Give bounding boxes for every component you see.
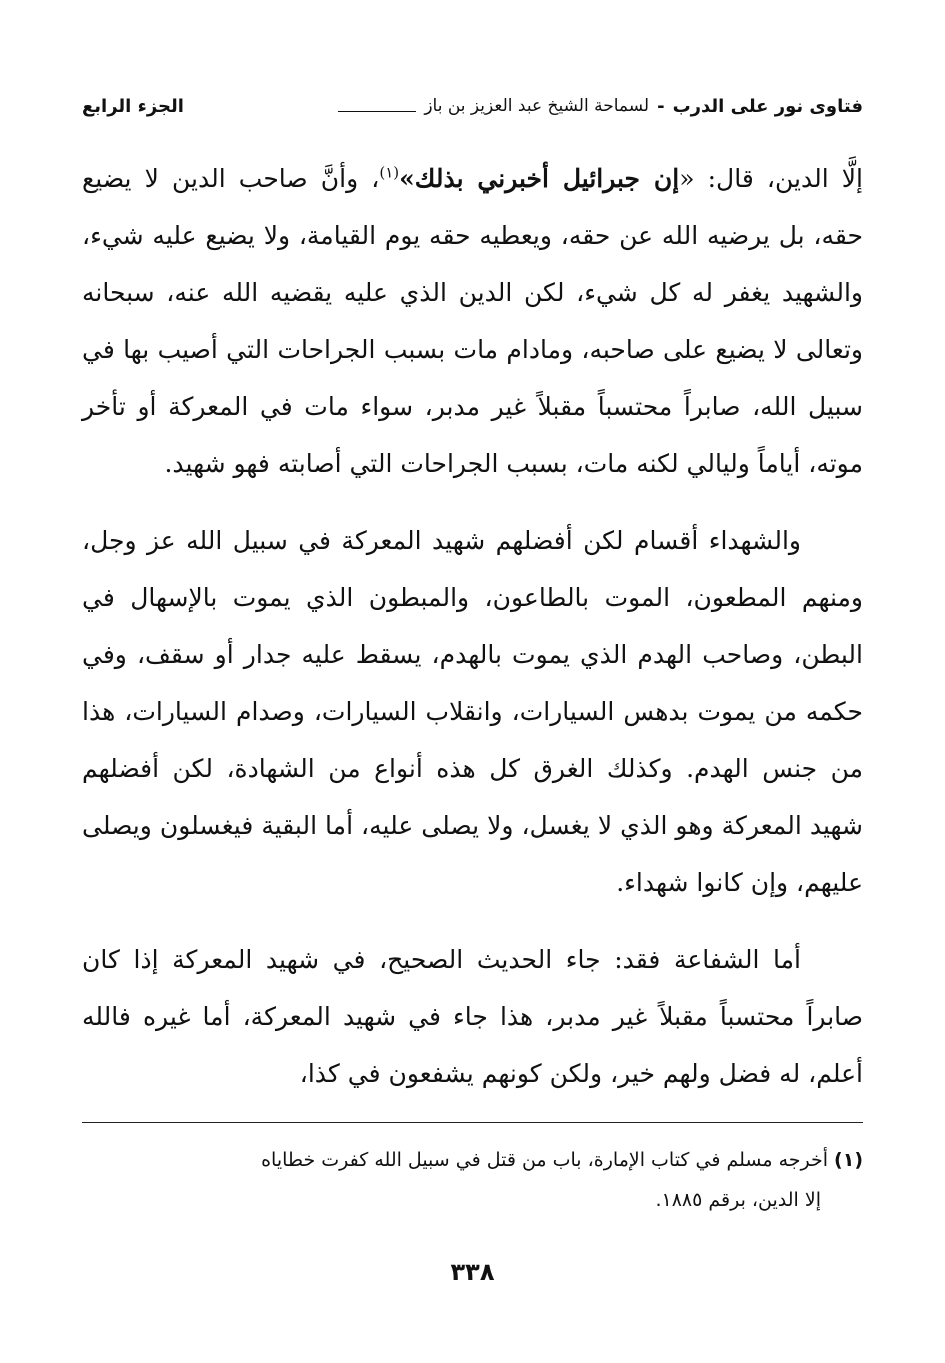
- paragraph-1: [82, 150, 863, 492]
- quote-close: »: [399, 164, 415, 193]
- header-rule: [338, 111, 416, 112]
- header-book-info: [338, 96, 863, 117]
- footnote-reference[interactable]: (١): [379, 163, 400, 182]
- book-title: فتاوى نور على الدرب: [672, 95, 863, 117]
- paragraph-3: أما الشفاعة فقد: جاء الحديث الصحيح، في شهيد المعركة إذا كان صابراً محتسباً مقبلاً غير مدبر، هذا جاء في شهيد المعركة، أما غيره فالله أعلم، له فضل ولهم خير، ولكن كونهم يشفعون في كذا،: [82, 945, 863, 1088]
- paragraph-1-lead: إلَّا الدين، قال: «: [679, 164, 863, 193]
- paragraph-1-rest: ، وأنَّ صاحب الدين لا يضيع حقه، بل يرضيه الله عن حقه، ويعطيه حقه يوم القيامة، ولا يضيع عليه شيء، والشهيد يغفر له كل شيء، لكن الدين الذي عليه يقضيه الله عنه، سبحانه وتعالى لا يضيع على صاحبه، ومادام مات بسبب الجراحات التي أصيب بها في سبيل الله، صابراً محتسباً مقبلاً غير مدبر، سواء مات في المعركة أو تأخر موته، أياماً وليالي لكنه مات، بسبب الجراحات التي أصابته فهو شهيد.: [82, 164, 863, 478]
- author-credit: لسماحة الشيخ عبد العزيز بن باز: [424, 96, 650, 116]
- main-text: [82, 150, 863, 1122]
- footnote: [82, 1140, 863, 1220]
- running-header: [82, 88, 863, 124]
- footnote-divider: [82, 1122, 863, 1123]
- page-number: ٣٣٨: [450, 1258, 495, 1286]
- paragraph-2: والشهداء أقسام لكن أفضلهم شهيد المعركة في سبيل الله عز وجل، ومنهم المطعون، الموت بالطاعون، والمبطون الذي يموت بالإسهال في البطن، وصاحب الهدم الذي يموت بالهدم، يسقط عليه جدار أو سقف، وفي حكمه من يموت بدهس السيارات، وانقلاب السيارات، وصدام السيارات، هذا من جنس الهدم. وكذلك الغرق كل هذه أنواع من الشهادة، لكن أفضلهم شهيد المعركة وهو الذي لا يغسل، ولا يصلى عليه، أما البقية فيغسلون ويصلى عليهم، وإن كانوا شهداء.: [82, 526, 863, 897]
- hadith-quote: إن جبرائيل أخبرني بذلك: [414, 164, 680, 193]
- footnote-line-2: إلا الدين، برقم ١٨٨٥.: [655, 1189, 821, 1211]
- header-separator: -: [657, 95, 665, 117]
- footnote-number: (١): [834, 1149, 863, 1171]
- volume-label: الجزء الرابع: [82, 95, 184, 117]
- footnote-line-1: أخرجه مسلم في كتاب الإمارة، باب من قتل في سبيل الله كفرت خطاياه: [261, 1149, 829, 1171]
